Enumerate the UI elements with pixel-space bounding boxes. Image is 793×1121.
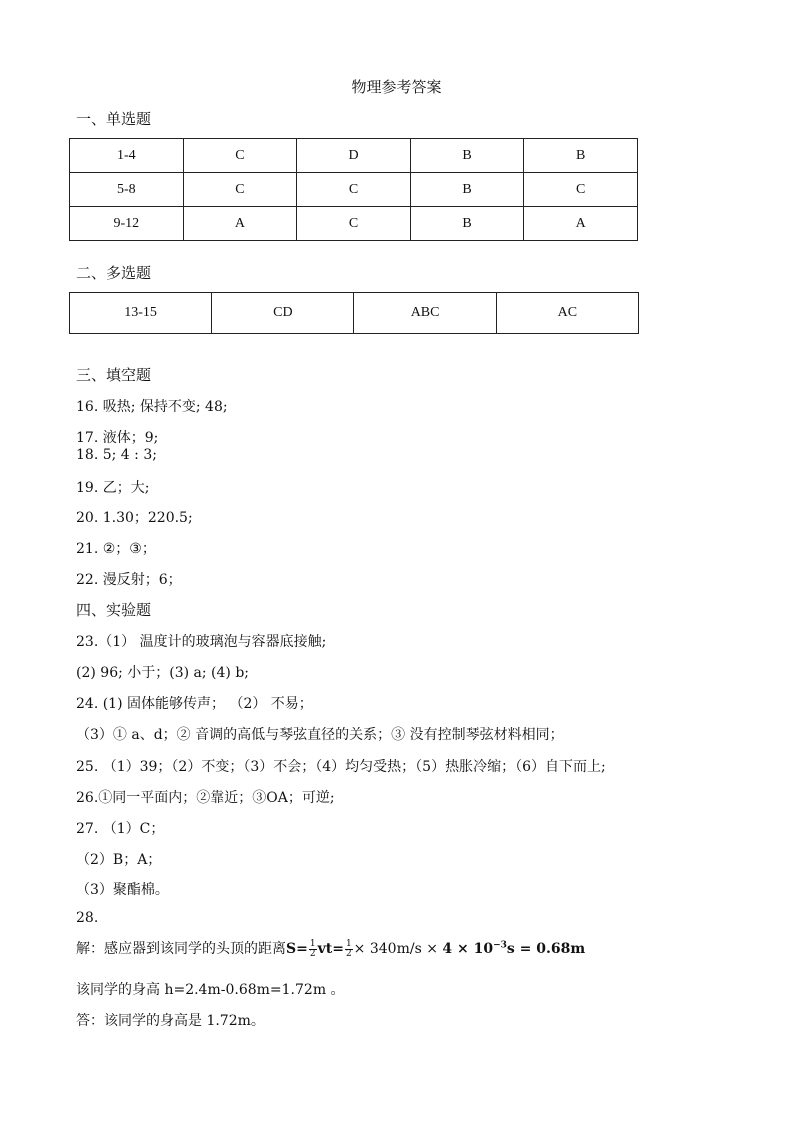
answer-27-c: （3）聚酯棉。 (76, 882, 169, 898)
single-choice-table (69, 138, 638, 241)
multiple-choice-table (69, 292, 639, 334)
table-cell: C (524, 173, 638, 207)
fraction-numerator: 1 (345, 938, 352, 949)
fraction-numerator: 1 (309, 938, 316, 949)
table-cell: B (524, 139, 638, 173)
table-cell: 5-8 (70, 173, 184, 207)
formula-s: S (286, 941, 297, 957)
formula-vt: vt (317, 941, 333, 957)
fraction-denominator: 2 (345, 948, 352, 959)
table-cell: 1-4 (70, 139, 184, 173)
table-cell: A (183, 207, 297, 241)
table-cell: C (183, 139, 297, 173)
section-multiple-choice: 二、多选题 (76, 264, 152, 282)
solution-line (76, 938, 585, 959)
fraction-half-2 (345, 940, 353, 959)
answer-25: 25. （1）39；（2）不变；（3）不会；（4）均匀受热；（5）热胀冷缩；（6）自下而上; (76, 759, 606, 775)
table-cell: 13-15 (70, 293, 212, 334)
answer-19: 19. 乙；大; (76, 480, 150, 496)
table-cell: B (410, 207, 524, 241)
formula-result: s = 0.68m (506, 941, 586, 957)
table-cell: D (297, 139, 411, 173)
table-row (70, 139, 638, 173)
section-single-choice: 一、单选题 (76, 110, 152, 128)
formula-exponent: −3 (493, 940, 507, 951)
answer-26: 26.①同一平面内；②靠近；③OA；可逆; (76, 790, 335, 806)
table-cell: ABC (354, 293, 496, 334)
section-experiment: 四、实验题 (76, 601, 152, 619)
section-fill-blank: 三、填空题 (76, 366, 152, 384)
answer-28: 28. (76, 910, 99, 926)
table-row (70, 173, 638, 207)
table-cell: B (410, 173, 524, 207)
answer-23-b: (2) 96; 小于；(3) a; (4) b; (76, 665, 250, 681)
table-cell: C (297, 173, 411, 207)
answer-27-b: （2）B；A； (76, 852, 162, 868)
page-title: 物理参考答案 (351, 78, 442, 96)
final-answer: 答：该同学的身高是 1.72m。 (76, 1013, 265, 1029)
answer-22: 22. 漫反射；6； (76, 572, 182, 588)
table-cell: A (524, 207, 638, 241)
answer-27: 27. （1）C； (76, 821, 165, 837)
table-row (70, 293, 639, 334)
height-calculation: 该同学的身高 h=2.4m-0.68m=1.72m 。 (76, 982, 345, 998)
solution-prefix: 解：感应器到该同学的头顶的距离 (76, 941, 286, 957)
answer-17: 17. 液体；9; (76, 430, 159, 446)
table-cell: C (297, 207, 411, 241)
table-cell: AC (496, 293, 638, 334)
answer-20: 20. 1.30；220.5; (76, 510, 193, 526)
formula-equals: = (296, 941, 308, 957)
answer-16: 16. 吸热; 保持不变; 48; (76, 399, 228, 415)
answer-18: 18. 5; 4 : 3; (76, 447, 157, 463)
table-cell: CD (212, 293, 354, 334)
answer-23: 23.（1） 温度计的玻璃泡与容器底接触; (76, 634, 327, 650)
table-cell: 9-12 (70, 207, 184, 241)
answer-24: 24. (1) 固体能够传声； （2） 不易； (76, 696, 313, 712)
table-cell: C (183, 173, 297, 207)
answer-21: 21. ②；③； (76, 541, 156, 557)
formula-speed: × 340m/s × (353, 941, 438, 957)
fraction-half (309, 940, 317, 959)
fraction-denominator: 2 (309, 948, 316, 959)
table-row (70, 207, 638, 241)
answer-24-b: （3）① a、d；② 音调的高低与琴弦直径的关系；③ 没有控制琴弦材料相同； (76, 727, 564, 743)
formula-equals-2: = (332, 941, 344, 957)
formula-time: 4 × 10 (442, 941, 494, 957)
table-cell: B (410, 139, 524, 173)
